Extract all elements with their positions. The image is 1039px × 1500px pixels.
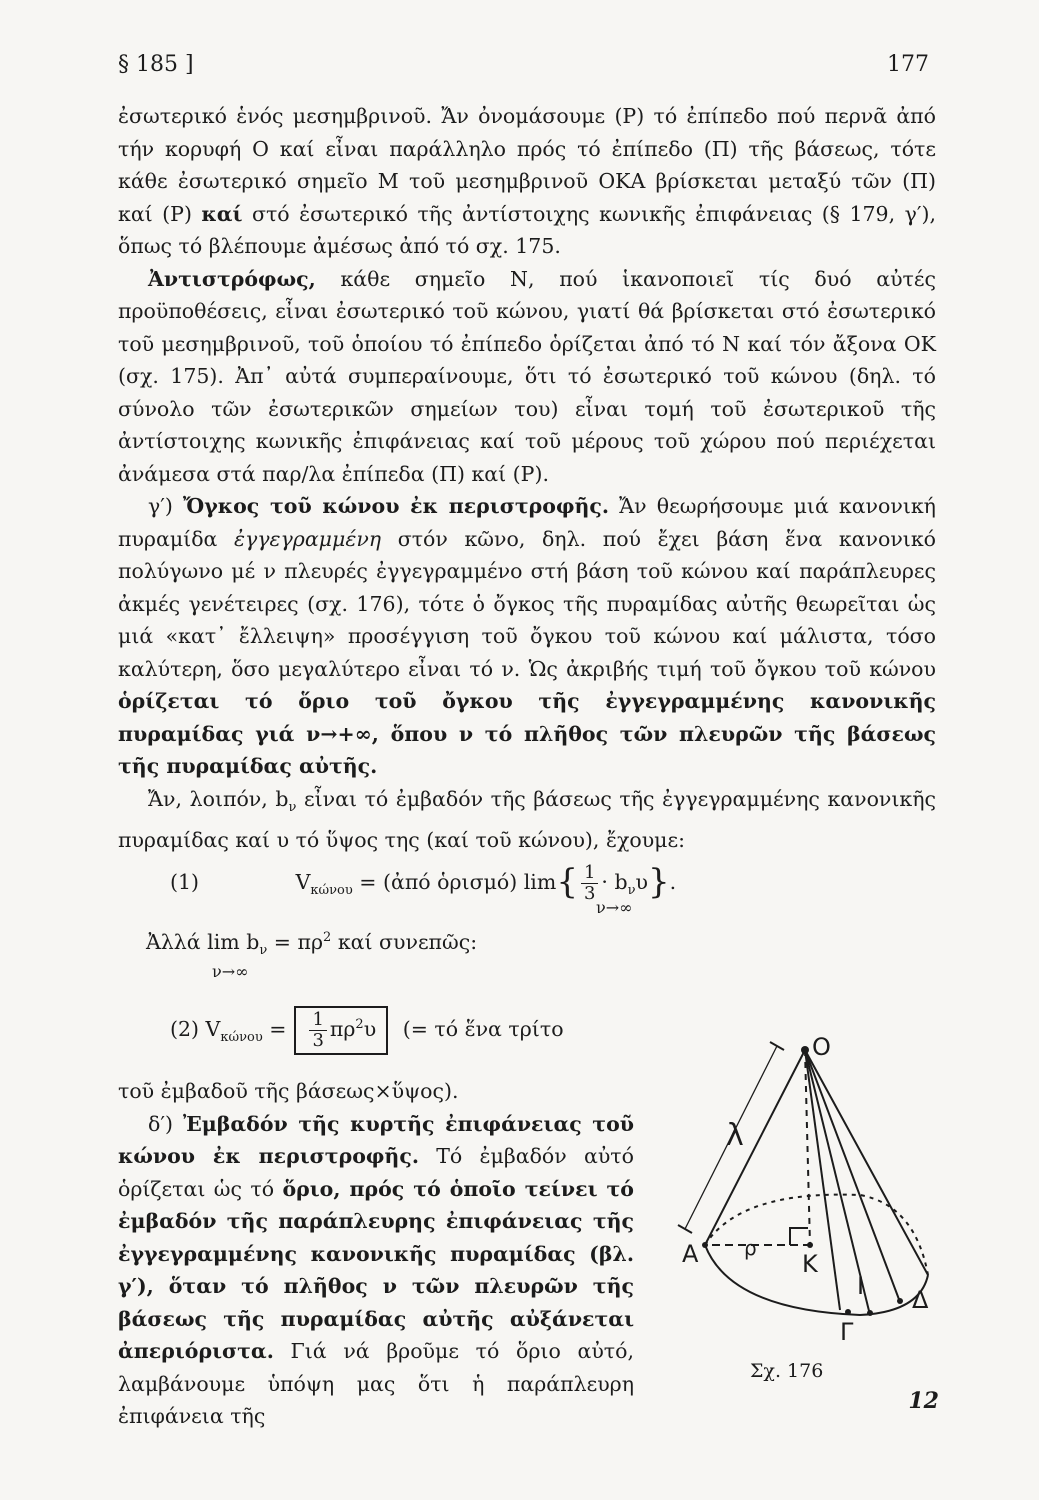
paragraph-2: Ἀντιστρόφως, κάθε σημεῖο Ν, πού ἱκανοποιεῖ τίς δυό αὐτές προϋποθέσεις, εἶναι ἐσωτερικό τοῦ κώνου, γιατί θά βρίσκεται στό ἐσωτερικό τοῦ μεσημβρινοῦ, τοῦ ὁποίου τό ἐπίπεδο ὁρίζεται ἀπό τό Ν καί τόν ἄξονα ΟΚ (σχ. 175). Ἀπ᾽ αὐτά συμπεραίνουμε, ὅτι τό ἐσωτερικό τοῦ κώνου (δηλ. τό σύνολο τῶν ἐσωτερικῶν σημείων του) εἶναι τομή τοῦ ἐσωτερικοῦ τῆς ἀντίστοιχης κωνικῆς ἐπιφάνειας καί τοῦ μέρους τοῦ χώρου πού περιέχεται ἀνάμεσα στά παρ/λα ἐπίπεδα (Π) καί (P). bbox=[118, 266, 936, 486]
label-K: K bbox=[802, 1250, 818, 1278]
generatrix-3 bbox=[805, 1050, 900, 1302]
right-angle-mark bbox=[790, 1228, 808, 1245]
generatrix-OD bbox=[805, 1050, 928, 1275]
main-text bbox=[118, 100, 936, 857]
label-rho: ρ bbox=[744, 1236, 757, 1260]
point-I bbox=[845, 1309, 851, 1315]
label-I: I bbox=[857, 1272, 865, 1300]
paragraph-4: Ἄν, λοιπόν, $b_\nu$ εἶναι τό ἐμβαδόν τῆς βάσεως τῆς ἐγγεγραμμένης κανονικῆς πυραμίδας καί υ τό ὕψος της (καί τοῦ κώνου), ἔχουμε: bbox=[118, 786, 936, 852]
limit-alla: ν→∞ bbox=[212, 962, 249, 981]
label-Gamma: Γ bbox=[840, 1318, 854, 1346]
point-Delta bbox=[897, 1298, 903, 1304]
page-number: 177 bbox=[887, 52, 929, 77]
label-Delta: Δ bbox=[912, 1286, 929, 1314]
paragraph-3: γ′) Ὄγκος τοῦ κώνου ἐκ περιστροφῆς. Ἄν θεωρήσουμε μιά κανονική πυραμίδα ἐγγεγραμμένη στόν κῶνο, δηλ. πού ἔχει βάση ἕνα κανονικό πολύγωνο μέ ν πλευρές ἐγγεγραμμένο στή βάση τοῦ κώνου καί παράπλευρες ἀκμές γενέτειρες (σχ. 176), τότε ὁ ὄγκος τῆς πυραμίδας αὐτῆς θεωρεῖται ὡς μιά «κατ᾽ ἔλλειψη» προσέγγιση τοῦ ὄγκου τοῦ κώνου καί μάλιστα, τόσο καλύτερη, ὅσο μεγαλύτερο εἶναι τό ν. Ὡς ἀκριβής τιμή τοῦ ὄγκου τοῦ κώνου ὁρίζεται τό ὅριο τοῦ ὄγκου τῆς ἐγγεγραμμένης κανονικῆς πυραμίδας γιά ν→+∞, ὅπου ν τό πλῆθος τῶν πλευρῶν τῆς βάσεως τῆς πυραμίδας αὐτῆς. bbox=[118, 494, 936, 778]
label-A: A bbox=[682, 1240, 699, 1268]
equation-2-continuation: τοῦ ἐμβαδοῦ τῆς βάσεως×ὕψος). bbox=[118, 1079, 459, 1103]
limit-eq1: ν→∞ bbox=[596, 898, 633, 917]
label-lambda: λ bbox=[726, 1118, 744, 1153]
alla-line: Ἀλλά $\lim b_\nu = \pi\rho^2$ καί συνεπῶς: bbox=[146, 930, 478, 958]
paragraph-1: ἐσωτερικό ἑνός μεσημβρινοῦ. Ἄν ὀνομάσουμε (P) τό ἐπίπεδο πού περνᾶ ἀπό τήν κορυφή Ο καί εἶναι παράλληλο πρός τό ἐπίπεδο (Π) τῆς βάσεως, τότε κάθε ἐσωτερικό σημεῖο Μ τοῦ μεσημβρινοῦ ΟΚΑ βρίσκεται μεταξύ τῶν (Π) καί (P) καί στό ἐσωτερικό τῆς ἀντίστοιχης κωνικῆς ἐπιφάνειας (§ 179, γ′), ὅπως τό βλέπουμε ἀμέσως ἀπό τό σχ. 175. bbox=[118, 104, 936, 258]
signature-mark: 12 bbox=[908, 1388, 939, 1414]
figure-caption: Σχ. 176 bbox=[750, 1360, 824, 1382]
cone-figure bbox=[660, 1030, 960, 1360]
section-reference: § 185 ] bbox=[118, 52, 194, 77]
equation-2: (2) $V_{\kappa ώ\nu o\upsilon}$ = $\frac{1}{3}$ $\pi\rho^2\upsilon$ (= τό ἕνα τρίτο bbox=[170, 1006, 564, 1055]
point-K bbox=[807, 1242, 813, 1248]
paragraph-5: δ′) Ἐμβαδόν τῆς κυρτῆς ἐπιφάνειας τοῦ κώνου ἐκ περιστροφῆς. Τό ἐμβαδόν αὐτό ὁρίζεται ὡς τό ὅριο, πρός τό ὁποῖο τείνει τό ἐμβαδόν τῆς παράπλευρης ἐπιφάνειας τῆς ἐγγεγραμμένης κανονικῆς πυραμίδας (βλ. γ′), ὅταν τό πλῆθος ν τῶν πλευρῶν τῆς βάσεως τῆς πυραμίδας αὐτῆς αὐξάνεται ἀπεριόριστα. Γιά νά βροῦμε τό ὅριο αὐτό, λαμβάνουμε ὑπόψη μας ὅτι ἡ παράπλευρη ἐπιφάνεια τῆς bbox=[118, 1111, 634, 1428]
point-O bbox=[801, 1046, 809, 1054]
point-Gamma bbox=[867, 1310, 873, 1316]
boxed-formula: $\frac{1}{3}$ $\pi\rho^2\upsilon$ bbox=[294, 1006, 388, 1055]
lower-text bbox=[118, 1075, 634, 1433]
point-A bbox=[702, 1242, 708, 1248]
generatrix-OA bbox=[705, 1050, 805, 1245]
label-O: O bbox=[812, 1033, 831, 1061]
equation-1: (1) $V_{\kappa ώ\nu o\upsilon}$ = (ἀπό ὁρισμό) lim{ $\frac{1}{3}$ · $b_\nu\upsilon$}. bbox=[170, 862, 677, 904]
